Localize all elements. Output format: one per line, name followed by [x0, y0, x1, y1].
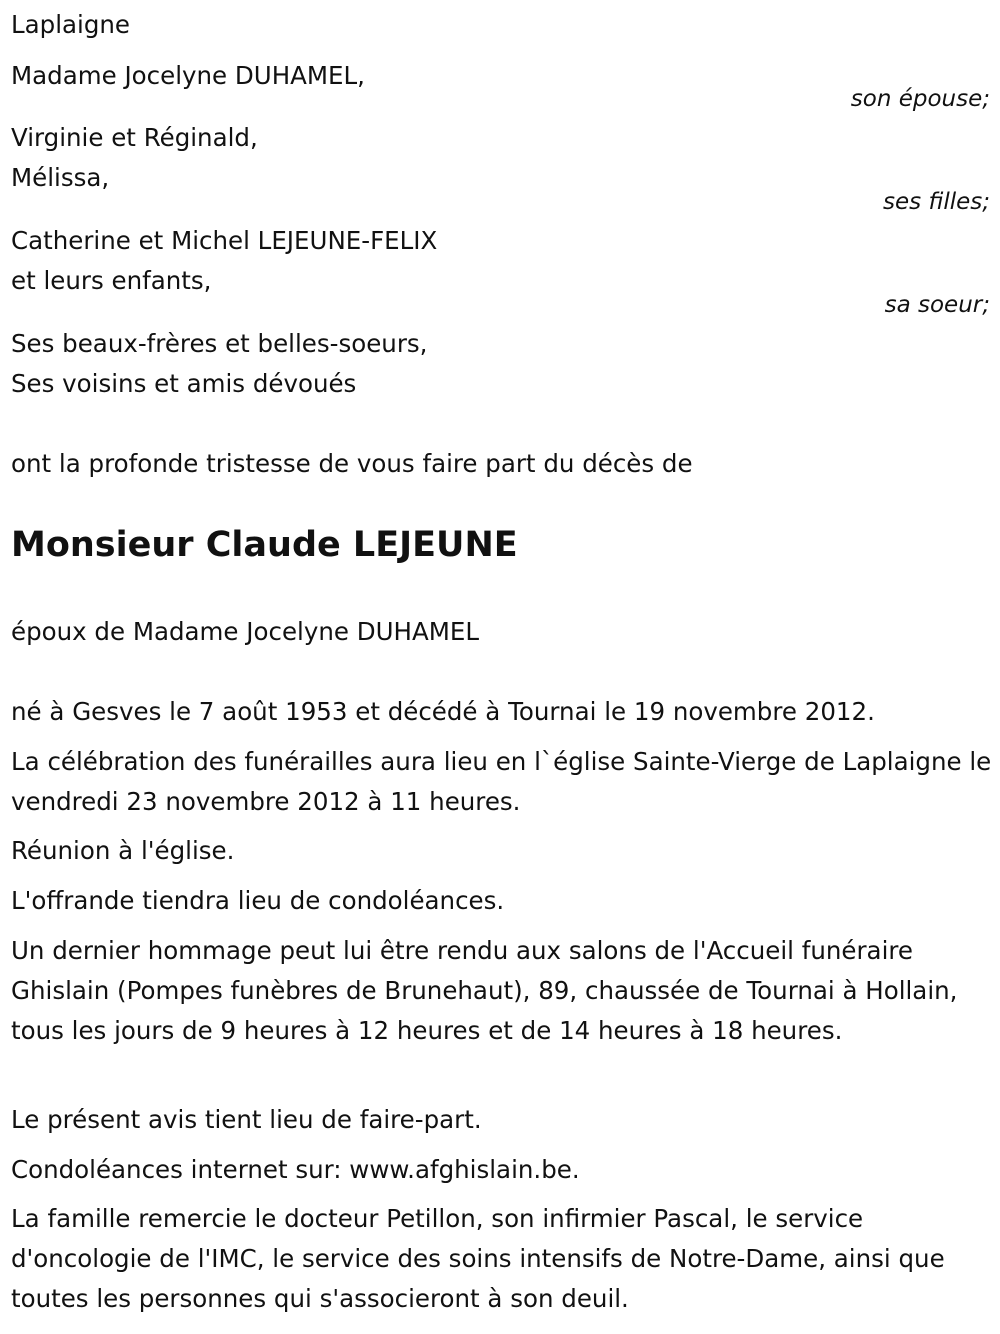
daughters-line-2: Mélissa,	[11, 163, 110, 192]
deceased-name: Monsieur Claude LEJEUNE	[11, 525, 518, 565]
birth-death-line: né à Gesves le 7 août 1953 et décédé à Tournai le 19 novembre 2012.	[11, 697, 875, 726]
meeting-line: Réunion à l'église.	[11, 836, 235, 865]
spouse-role: son épouse;	[850, 86, 990, 112]
intro-line: ont la profonde tristesse de vous faire part du décès de	[11, 449, 693, 478]
place-name: Laplaigne	[11, 10, 130, 39]
relation-line: époux de Madame Jocelyne DUHAMEL	[11, 617, 479, 646]
notice-line: Le présent avis tient lieu de faire-part.	[11, 1105, 482, 1134]
spouse-name: Madame Jocelyne DUHAMEL,	[11, 61, 365, 90]
daughters-line-1: Virginie et Réginald,	[11, 123, 258, 152]
daughters-role: ses filles;	[883, 189, 990, 215]
celebration-paragraph: La célébration des funérailles aura lieu en l`église Sainte-Vierge de Laplaigne le vendredi 23 novembre 2012 à 11 heures.	[11, 747, 992, 816]
friends-line: Ses voisins et amis dévoués	[11, 369, 357, 398]
offering-line: L'offrande tiendra lieu de condoléances.	[11, 886, 505, 915]
sister-line-1: Catherine et Michel LEJEUNE-FELIX	[11, 226, 438, 255]
thanks-paragraph: La famille remercie le docteur Petillon, son infirmier Pascal, le service d'oncologie de l'IMC, le service des soins intensifs de Notre-Dame, ainsi que toutes les personnes qui s'associeront à son deuil.	[11, 1204, 945, 1313]
inlaws-line: Ses beaux-frères et belles-soeurs,	[11, 329, 428, 358]
sister-line-2: et leurs enfants,	[11, 266, 212, 295]
tribute-paragraph: Un dernier hommage peut lui être rendu aux salons de l'Accueil funéraire Ghislain (Pompes funèbres de Brunehaut), 89, chaussée de Tournai à Hollain, tous les jours de 9 heures à 12 heures et de 14 heures à 18 heures.	[11, 936, 958, 1045]
sister-role: sa soeur;	[884, 292, 990, 318]
condolences-line: Condoléances internet sur: www.afghislain.be.	[11, 1155, 580, 1184]
